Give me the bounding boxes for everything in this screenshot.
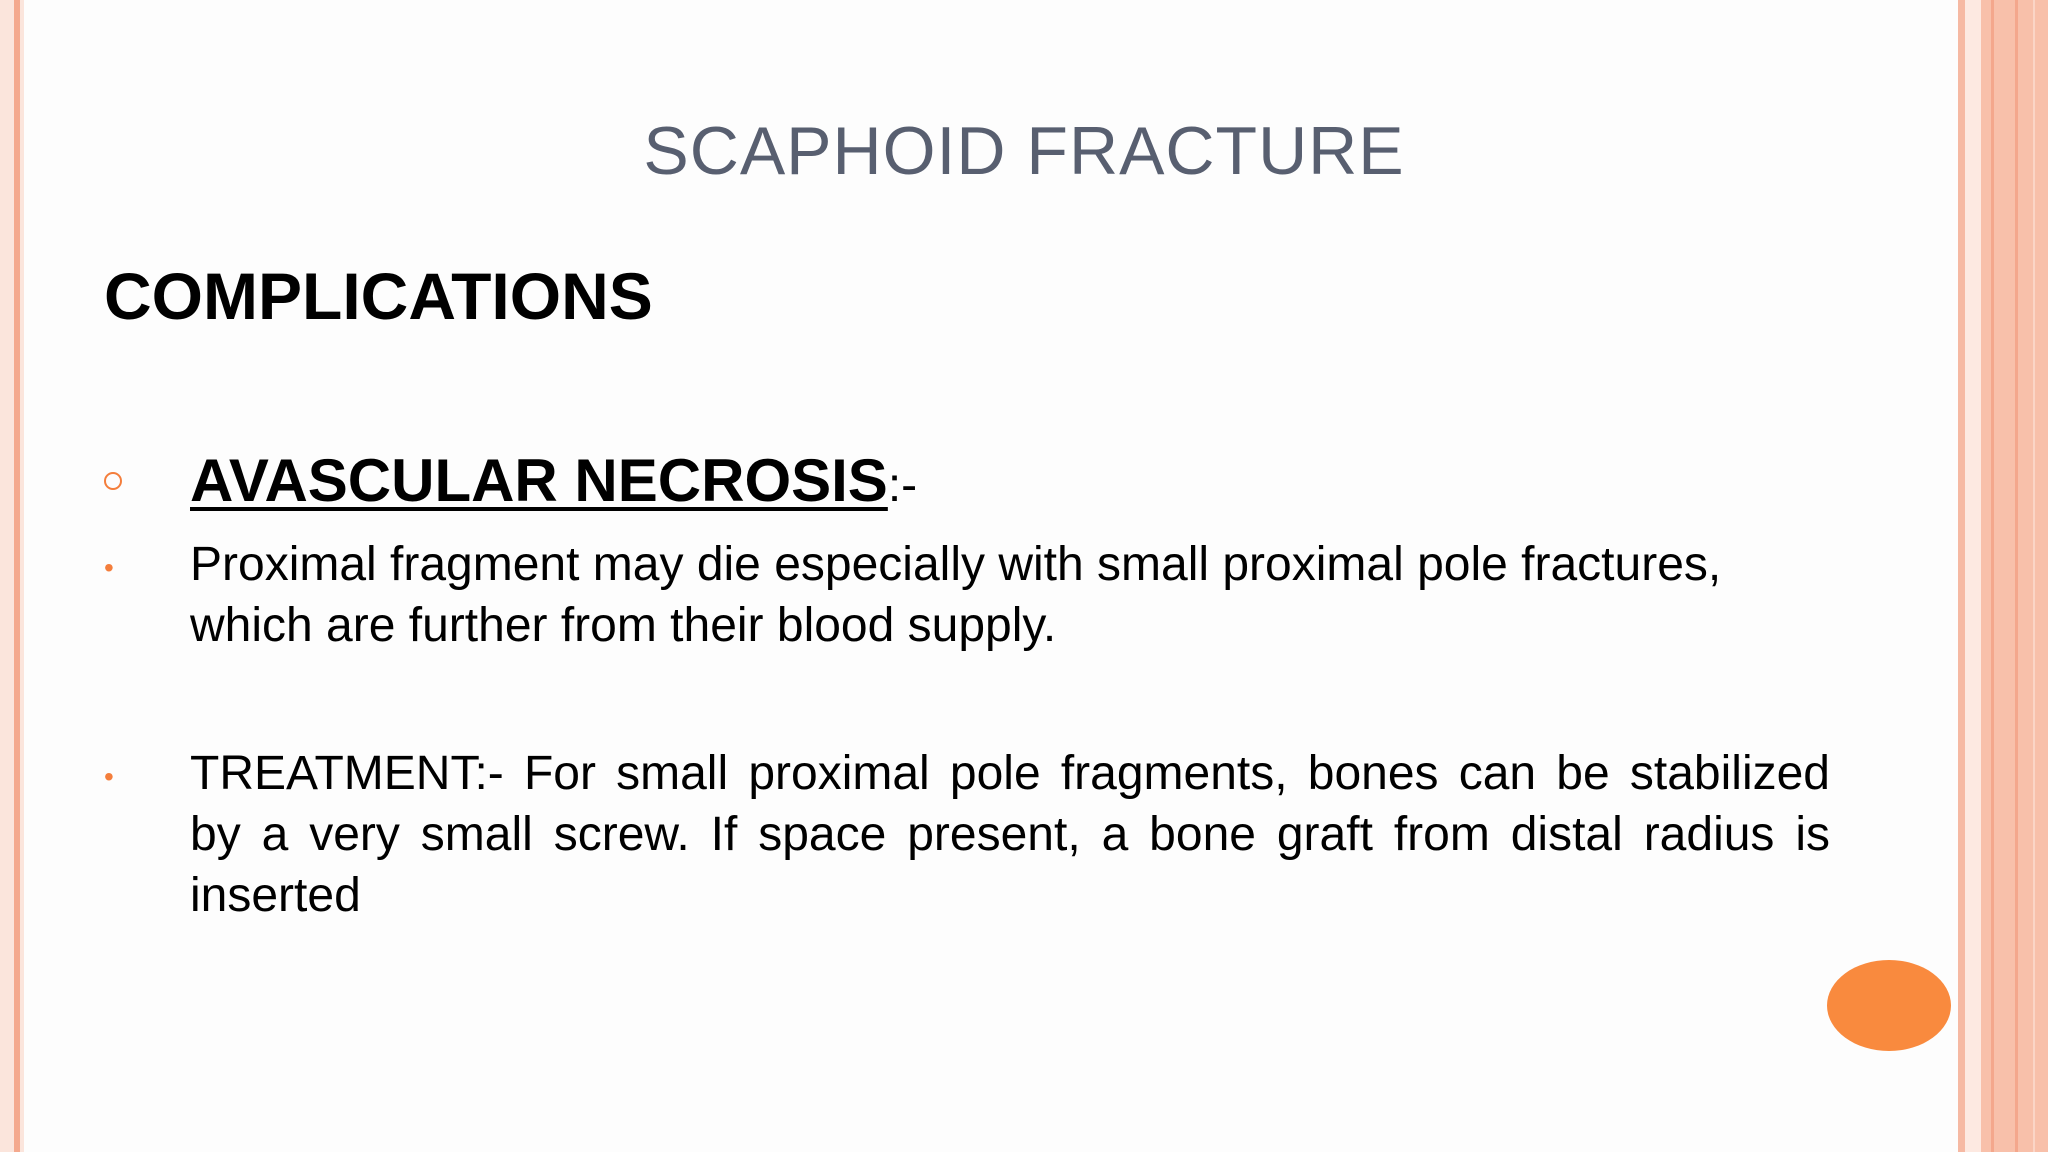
bullet-text: TREATMENT:- For small proximal pole fragments, bones can be stabilized by a very small screw. If space present, a bone graft from distal radius is inserted: [190, 747, 1830, 922]
list-item-section: [104, 447, 1830, 520]
orange-oval-decoration: [1827, 960, 1951, 1051]
list-item: [104, 534, 1830, 664]
slide-title: SCAPHOID FRACTURE: [643, 113, 1405, 189]
sub-heading-label: AVASCULAR NECROSIS: [190, 447, 888, 514]
hollow-circle-bullet-icon: [104, 472, 122, 490]
dot-bullet-icon: •: [104, 552, 114, 583]
dot-bullet-icon: •: [104, 761, 114, 792]
sub-heading-suffix: :-: [887, 459, 918, 512]
list-item: [104, 743, 1830, 933]
section-heading: COMPLICATIONS: [104, 259, 653, 333]
section-label-line: [190, 447, 1830, 516]
bullet-text: Proximal fragment may die especially with small proximal pole fractures, which are further from their blood supply.: [190, 538, 1722, 652]
